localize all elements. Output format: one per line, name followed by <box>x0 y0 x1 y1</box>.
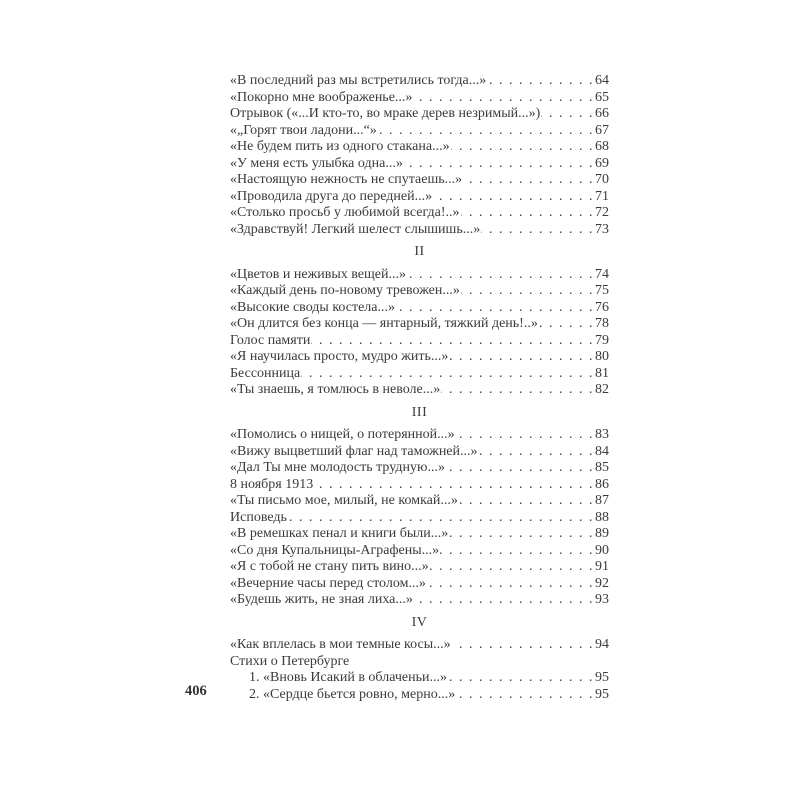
toc-leader-dots <box>456 427 594 444</box>
toc-entry <box>230 382 609 399</box>
toc-entry-title: «Высокие своды костела...» <box>230 299 396 315</box>
toc-entry-page: 72 <box>595 205 609 220</box>
section-header: III <box>411 404 428 420</box>
toc-leader-dots <box>479 444 594 461</box>
toc-entry-page: 74 <box>595 266 609 282</box>
toc-leader-dots <box>449 349 594 366</box>
toc-entry <box>230 139 609 156</box>
toc-entry <box>230 444 609 461</box>
toc-leader-dots <box>441 382 594 399</box>
toc-leader-dots <box>539 316 594 333</box>
toc-entry <box>230 90 609 107</box>
toc-entry-page: 80 <box>595 349 609 364</box>
toc-entry-page: 78 <box>595 316 609 331</box>
toc-leader-dots <box>433 189 594 206</box>
toc-entry-title: «Цветов и неживых вещей...» <box>230 266 407 282</box>
toc-entry <box>230 172 609 189</box>
toc-entry <box>230 366 609 383</box>
toc-entry <box>230 510 609 527</box>
toc-leader-dots <box>541 106 594 123</box>
toc-entry-title: «Покорно мне воображенье...» <box>230 89 413 105</box>
toc-entry-title: «У меня есть улыбка одна...» <box>230 155 403 171</box>
toc-entry <box>230 592 609 609</box>
toc-entry-title: «Я с тобой не стану пить вино...» <box>230 559 429 574</box>
toc-leader-dots <box>427 576 594 593</box>
toc-entry <box>230 316 609 333</box>
toc-leader-dots <box>446 460 594 477</box>
toc-leader-dots <box>301 366 594 383</box>
toc-entry-title: 8 ноября 1913 <box>230 476 314 492</box>
toc-entry-title: «Не будем пить из одного стакана...» <box>230 139 450 154</box>
toc-entry-title: «Каждый день по-новому тревожен...» <box>230 283 460 298</box>
toc-leader-dots <box>449 526 594 543</box>
toc-entry-page: 89 <box>595 526 609 541</box>
toc-entry-page: 73 <box>595 221 609 237</box>
toc-entry-page: 82 <box>595 382 609 397</box>
toc-entry-title: «Будешь жить, не зная лиха...» <box>230 592 413 607</box>
toc-leader-dots <box>461 283 594 300</box>
toc-entry-page: 66 <box>595 106 609 121</box>
toc-entry <box>230 333 609 350</box>
toc-leader-dots <box>452 637 594 654</box>
toc-entry-page: 94 <box>595 637 609 652</box>
toc-entry-title: «Настоящую нежность не спутаешь...» <box>230 172 463 187</box>
toc-entry <box>230 670 609 687</box>
toc-entry-title: Отрывок («...И кто-то, во мраке дерев незримый...») <box>230 106 541 121</box>
toc-entry-title: 2. «Сердце бьется ровно, мерно...» <box>249 686 456 702</box>
toc-entry <box>230 73 609 90</box>
toc-entry-title: Голос памяти <box>230 332 311 348</box>
section-header: II <box>414 244 425 259</box>
toc-leader-dots <box>288 510 594 527</box>
toc-entry <box>230 267 609 284</box>
toc-entry-title: 1. «Вновь Исакий в облаченьи...» <box>249 670 447 685</box>
toc-entry <box>230 576 609 593</box>
toc-leader-dots <box>314 477 594 494</box>
toc-entry <box>230 189 609 206</box>
toc-entry-title: «Ты письмо мое, милый, не комкай...» <box>230 493 458 508</box>
toc-entry-title: Бессонница <box>230 365 301 381</box>
page-number-folio: 406 <box>185 683 207 699</box>
toc-entry-page: 75 <box>595 283 609 298</box>
toc-leader-dots <box>413 90 594 107</box>
toc-entry <box>230 654 609 671</box>
toc-leader-dots <box>463 172 594 189</box>
toc-entry-title: «Вижу выцветший флаг над таможней...» <box>230 443 478 459</box>
toc-entry-page: 83 <box>595 427 609 442</box>
toc-leader-dots <box>459 493 594 510</box>
toc-entry-page: 90 <box>595 542 609 558</box>
toc-entry <box>230 106 609 123</box>
toc-entry-page: 64 <box>595 73 609 88</box>
section-header: IV <box>411 614 428 630</box>
toc-entry-page: 65 <box>595 89 609 105</box>
toc-entry-title: «Он длится без конца — янтарный, тяжкий день!..» <box>230 316 538 331</box>
toc-entry-page: 86 <box>595 476 609 492</box>
toc-entry-page: 84 <box>595 443 609 459</box>
toc-leader-dots <box>456 687 594 704</box>
toc-entry-page: 91 <box>595 559 609 574</box>
toc-leader-dots <box>311 333 594 350</box>
toc-entry-page: 67 <box>595 122 609 138</box>
toc-entry-title: «В последний раз мы встретились тогда...» <box>230 73 487 88</box>
toc-entry-title: «В ремешках пенал и книги были...» <box>230 526 449 541</box>
toc-entry <box>230 283 609 300</box>
toc-entry <box>230 460 609 477</box>
toc-leader-dots <box>440 543 594 560</box>
toc-entry <box>230 559 609 576</box>
toc-entry-page: 68 <box>595 139 609 154</box>
toc-entry <box>230 687 609 704</box>
toc-leader-dots <box>414 592 594 609</box>
toc-entry-title: «Как вплелась в мои темные косы...» <box>230 637 451 652</box>
toc-entry-title: Стихи о Петербурге <box>230 653 350 669</box>
table-of-contents <box>230 73 609 703</box>
toc-entry-title: «Столько просьб у любимой всегда!..» <box>230 205 460 220</box>
toc-leader-dots <box>451 139 594 156</box>
toc-entry-page: 69 <box>595 155 609 171</box>
toc-leader-dots <box>378 123 594 140</box>
toc-entry-page: 95 <box>595 686 609 702</box>
toc-entry-page: 76 <box>595 299 609 315</box>
toc-entry-title: «Я научилась просто, мудро жить...» <box>230 349 449 364</box>
toc-entry-page: 95 <box>595 670 609 685</box>
toc-leader-dots <box>407 267 594 284</box>
toc-leader-dots <box>461 205 594 222</box>
toc-entry <box>230 493 609 510</box>
toc-leader-dots <box>396 300 594 317</box>
toc-entry-page: 92 <box>595 575 609 591</box>
toc-entry-page: 93 <box>595 592 609 607</box>
toc-entry <box>230 349 609 366</box>
toc-entry-title: Исповедь <box>230 509 287 525</box>
toc-entry-page: 79 <box>595 332 609 348</box>
toc-entry-page: 71 <box>595 188 609 204</box>
toc-entry-title: «„Горят твои ладони...“» <box>230 122 377 138</box>
toc-entry-title: «Дал Ты мне молодость трудную...» <box>230 460 445 475</box>
toc-leader-dots <box>481 222 594 239</box>
toc-entry <box>230 205 609 222</box>
toc-entry <box>230 156 609 173</box>
toc-entry-page: 88 <box>595 509 609 525</box>
toc-entry-page: 70 <box>595 172 609 187</box>
toc-entry-page: 85 <box>595 460 609 475</box>
toc-entry-title: «Помолись о нищей, о потерянной...» <box>230 427 455 442</box>
toc-entry <box>230 222 609 239</box>
toc-entry <box>230 543 609 560</box>
toc-entry <box>230 526 609 543</box>
toc-entry-page: 81 <box>595 365 609 381</box>
toc-entry-title: «Со дня Купальницы-Аграфены...» <box>230 542 440 558</box>
toc-entry <box>230 427 609 444</box>
toc-entry-title: «Ты знаешь, я томлюсь в неволе...» <box>230 382 441 397</box>
toc-entry-title: «Здравствуй! Легкий шелест слышишь...» <box>230 221 481 237</box>
toc-leader-dots <box>430 559 594 576</box>
toc-leader-dots <box>487 73 594 90</box>
toc-entry <box>230 477 609 494</box>
toc-entry-page: 87 <box>595 493 609 508</box>
toc-entry <box>230 637 609 654</box>
toc-entry <box>230 123 609 140</box>
toc-entry <box>230 300 609 317</box>
toc-leader-dots <box>404 156 594 173</box>
toc-entry-title: «Вечерние часы перед столом...» <box>230 575 426 591</box>
toc-entry-title: «Проводила друга до передней...» <box>230 188 433 204</box>
toc-leader-dots <box>448 670 594 687</box>
